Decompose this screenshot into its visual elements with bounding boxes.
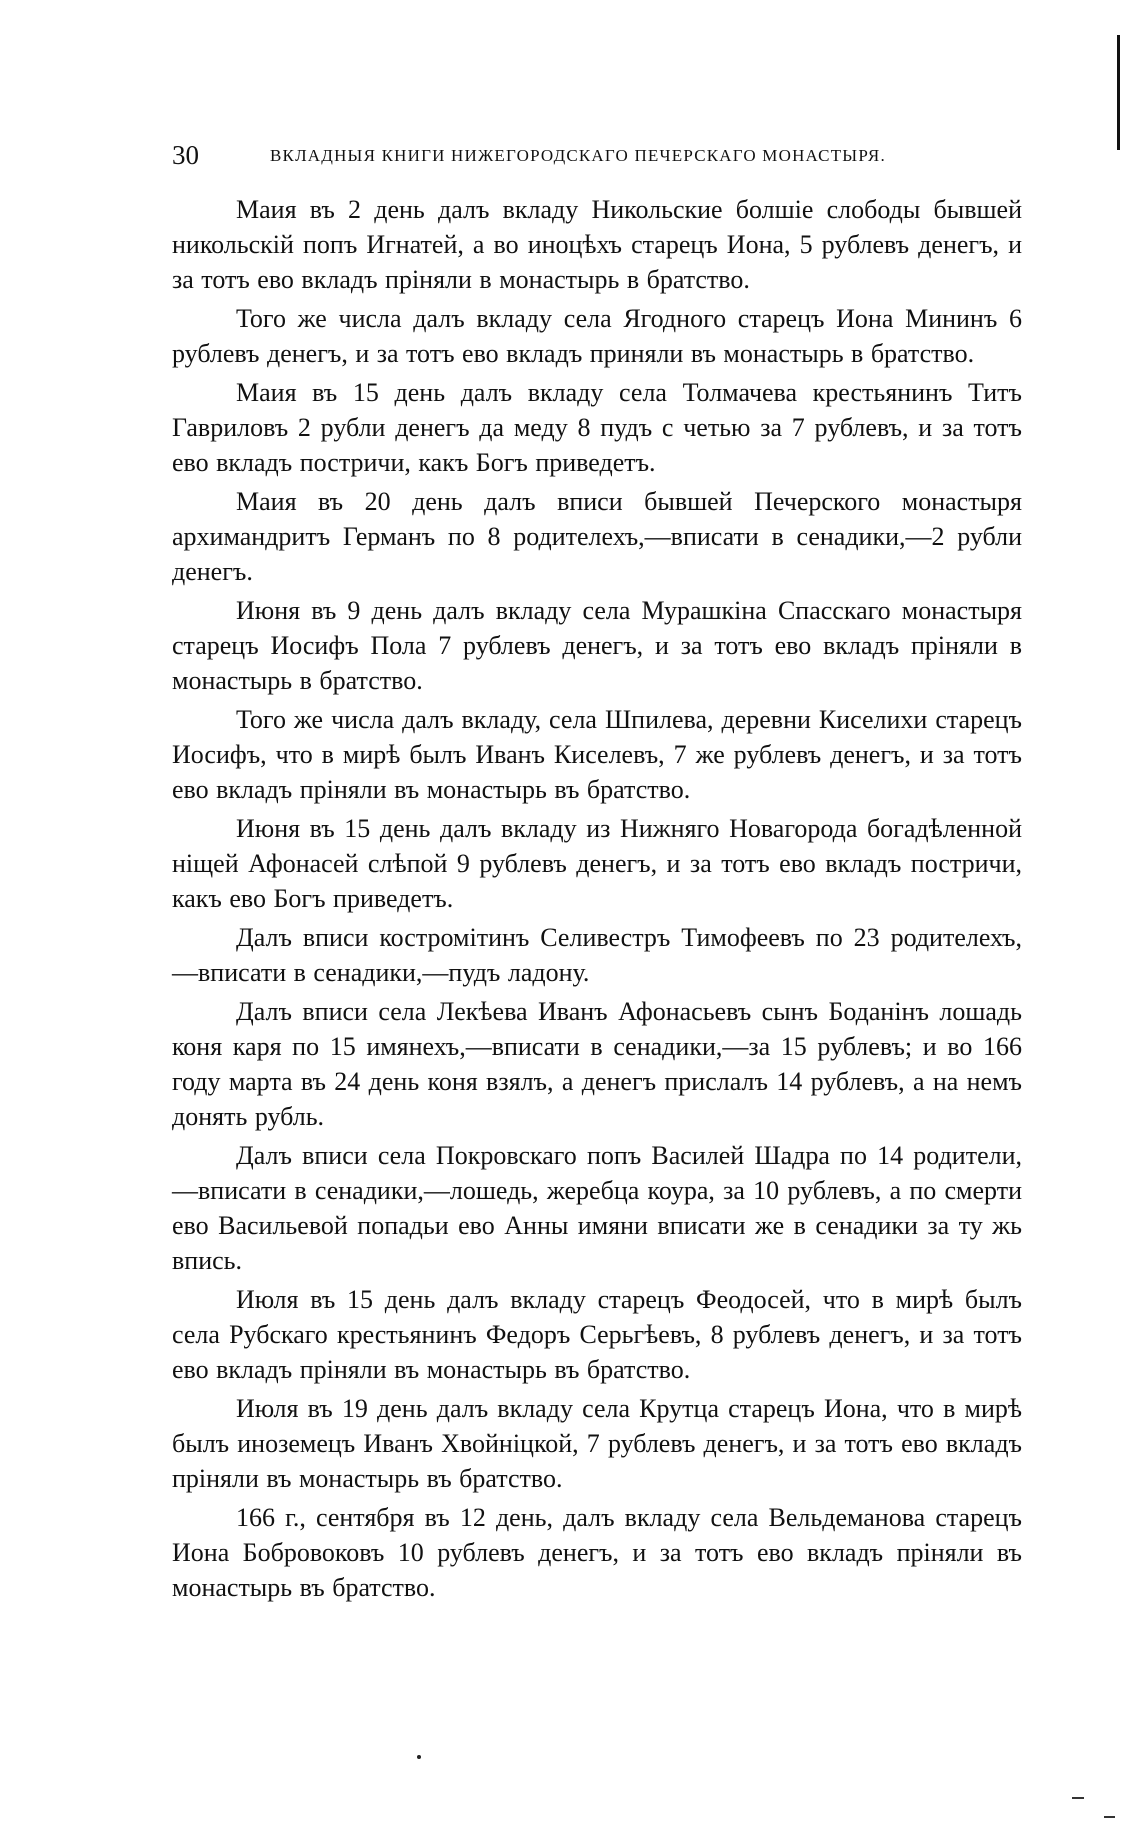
entry-paragraph: Того же числа далъ вкладу, села Шпилева, деревни Киселихи старецъ Иосифъ, что в мирѣ былъ Иванъ Киселевъ, 7 же рублевъ денегъ, и за тотъ ево вкладъ пріняли въ монастырь въ братство.: [172, 705, 1022, 804]
entry-paragraph: Того же числа далъ вкладу села Ягодного старецъ Иона Мининъ 6 рублевъ денегъ, и за тотъ ево вкладъ приняли въ монастырь в братство.: [172, 304, 1022, 368]
entry-paragraph: Далъ вписи костромітинъ Селивестръ Тимофеевъ по 23 родителехъ,—вписати в сенадики,—пудъ ладону.: [172, 923, 1022, 987]
scan-dash-mark: [1104, 1816, 1115, 1818]
page-text: [172, 192, 1022, 1609]
entry-paragraph: Июня въ 9 день далъ вкладу села Мурашкіна Спасскаго монастыря старецъ Иосифъ Пола 7 рублевъ денегъ, и за тотъ ево вкладъ пріняли в монастырь в братство.: [172, 596, 1022, 695]
entry-paragraph: Далъ вписи села Лекѣева Иванъ Афонасьевъ сынъ Боданінъ лошадь коня каря по 15 имянехъ,—вписати в сенадики,—за 15 рублевъ; и во 166 году марта въ 24 день коня взялъ, а денегъ прислалъ 14 рублевъ, а на немъ донять рубль.: [172, 997, 1022, 1131]
entry-paragraph: Июля въ 19 день далъ вкладу села Крутца старецъ Иона, что в мирѣ былъ иноземецъ Иванъ Хвойніцкой, 7 рублевъ денегъ, и за тотъ ево вкладъ пріняли въ монастырь въ братство.: [172, 1394, 1022, 1493]
entry-paragraph: Далъ вписи села Покровскаго попъ Василей Шадра по 14 родители,—вписати в сенадики,—лошедь, жеребца коура, за 10 рублевъ, а по смерти ево Васильевой попадьи ево Анны имяни вписати же в сенадики за ту жь впись.: [172, 1141, 1022, 1275]
entry-paragraph: Июня въ 15 день далъ вкладу из Нижняго Новагорода богадѣленной ніщей Афонасей слѣпой 9 рублевъ денегъ, и за тотъ ево вкладъ постричи, какъ ево Богъ приведетъ.: [172, 814, 1022, 913]
page-edge-line: [1117, 35, 1120, 150]
scan-dash-mark: [1072, 1797, 1084, 1799]
entry-paragraph: 166 г., сентября въ 12 день, далъ вкладу села Вельдеманова старецъ Иона Бобровоковъ 10 рублевъ денегъ, и за тотъ ево вкладъ пріняли въ монастырь въ братство.: [172, 1503, 1022, 1602]
entry-paragraph: Июля въ 15 день далъ вкладу старецъ Феодосей, что в мирѣ былъ села Рубскаго крестьянинъ Федоръ Серьгѣевъ, 8 рублевъ денегъ, и за тотъ ево вкладъ пріняли въ монастырь въ братство.: [172, 1285, 1022, 1384]
scan-dot-mark: [417, 1755, 421, 1759]
page-header: [172, 138, 1072, 178]
entry-paragraph: Маия въ 15 день далъ вкладу села Толмачева крестьянинъ Титъ Гавриловъ 2 рубли денегъ да меду 8 пудъ с четью за 7 рублевъ, и за тотъ ево вкладъ постричи, какъ Богъ приведетъ.: [172, 378, 1022, 477]
page-number: 30: [172, 140, 199, 170]
entry-paragraph: Маия въ 20 день далъ вписи бывшей Печерского монастыря архимандритъ Германъ по 8 родителехъ,—вписати в сенадики,—2 рубли денегъ.: [172, 487, 1022, 586]
running-title: ВКЛАДНЫЯ КНИГИ НИЖЕГОРОДСКАГО ПЕЧЕРСКАГО МОНАСТЫРЯ.: [270, 146, 886, 165]
entry-paragraph: Маия въ 2 день далъ вкладу Никольские болшіе слободы бывшей никольскій попъ Игнатей, а во иноцѣхъ старецъ Иона, 5 рублевъ денегъ, и за тотъ ево вкладъ пріняли в монастырь в братство.: [172, 195, 1022, 294]
